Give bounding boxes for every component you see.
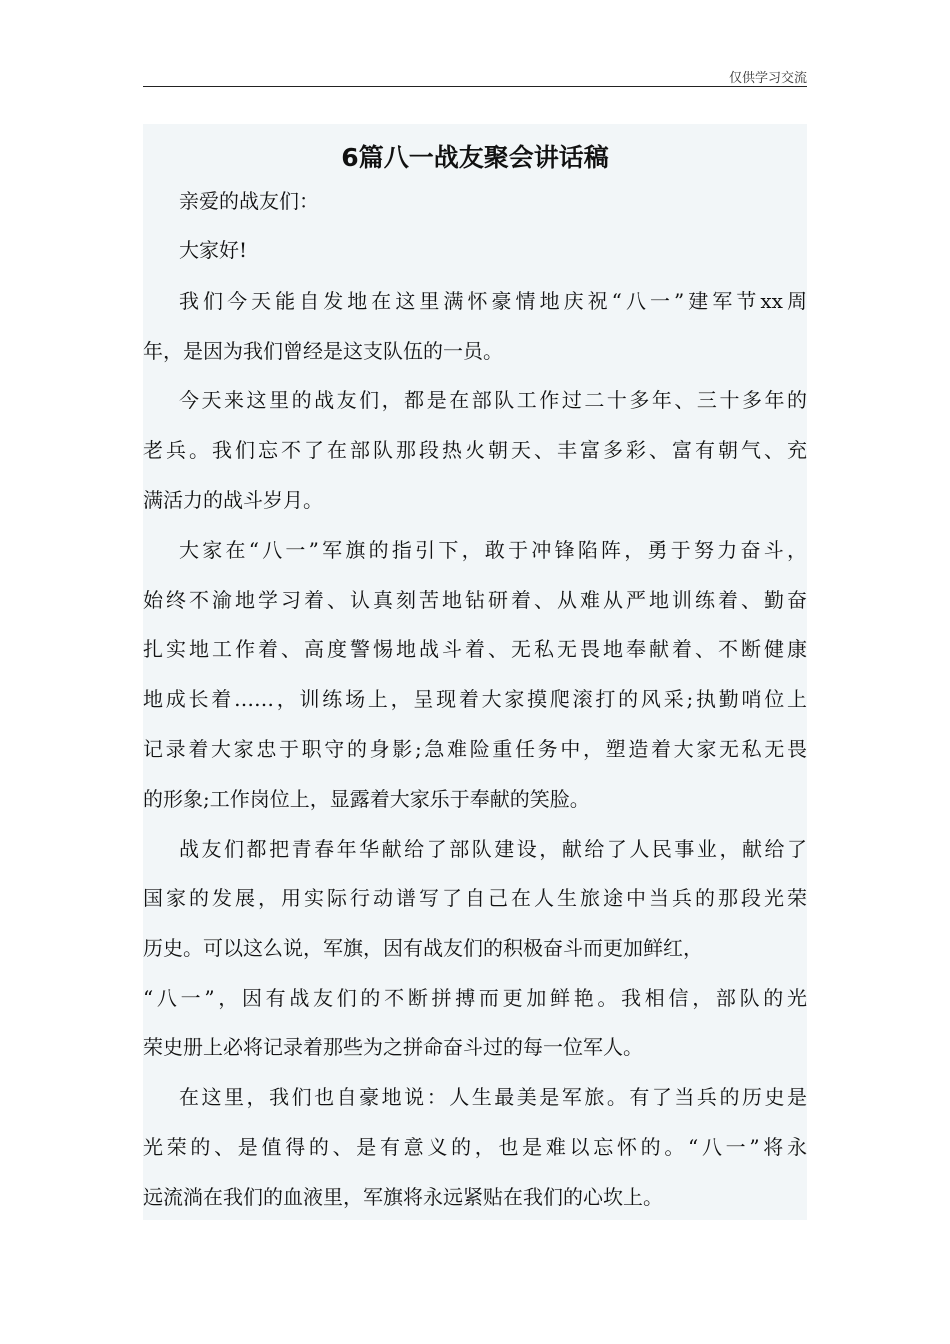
document-body — [143, 124, 807, 1220]
text-line: 远流淌在我们的血液里，军旗将永远紧贴在我们的心坎上。 — [143, 1185, 663, 1209]
text-line: 今天来这里的战友们，都是在部队工作过二十多年、三十多年的 — [179, 388, 807, 412]
text-line: 在这里，我们也自豪地说：人生最美是军旅。有了当兵的历史是 — [179, 1085, 807, 1109]
text-line: 扎实地工作着、高度警惕地战斗着、无私无畏地奉献着、不断健康 — [143, 637, 807, 661]
text-line: 荣史册上必将记录着那些为之拼命奋斗过的每一位军人。 — [143, 1035, 643, 1059]
text-line: 始终不渝地学习着、认真刻苦地钻研着、从难从严地训练着、勤奋 — [143, 588, 807, 612]
text-line: 年，是因为我们曾经是这支队伍的一员。 — [143, 339, 503, 363]
document-title: 6篇八一战友聚会讲话稿 — [341, 143, 609, 172]
text-line: 战友们都把青春年华献给了部队建设，献给了人民事业，献给了 — [179, 837, 807, 861]
text-line: 国家的发展，用实际行动谱写了自己在人生旅途中当兵的那段光荣 — [143, 886, 807, 910]
text-line: 大家好! — [179, 238, 248, 262]
text-line: 老兵。我们忘不了在部队那段热火朝天、丰富多彩、富有朝气、充 — [143, 438, 807, 462]
text-line: 光荣的、是值得的、是有意义的，也是难以忘怀的。“八一”将永 — [143, 1135, 807, 1159]
header-divider — [143, 86, 807, 87]
header-note: 仅供学习交流 — [728, 71, 807, 86]
text-line: 的形象;工作岗位上，显露着大家乐于奉献的笑脸。 — [143, 787, 590, 811]
text-line: 历史。可以这么说，军旗，因有战友们的积极奋斗而更加鲜红， — [143, 936, 703, 960]
text-line: 我们今天能自发地在这里满怀豪情地庆祝“八一”建军节xx周 — [179, 289, 807, 313]
text-line: 亲爱的战友们： — [179, 189, 319, 213]
text-line: 记录着大家忠于职守的身影;急难险重任务中，塑造着大家无私无畏 — [143, 737, 807, 761]
text-line: 地成长着……，训练场上，呈现着大家摸爬滚打的风采;执勤哨位上 — [143, 687, 807, 711]
text-line: “八一”，因有战友们的不断拼搏而更加鲜艳。我相信，部队的光 — [143, 986, 807, 1010]
text-line: 满活力的战斗岁月。 — [143, 488, 323, 512]
text-line: 大家在“八一”军旗的指引下，敢于冲锋陷阵，勇于努力奋斗， — [179, 538, 807, 562]
